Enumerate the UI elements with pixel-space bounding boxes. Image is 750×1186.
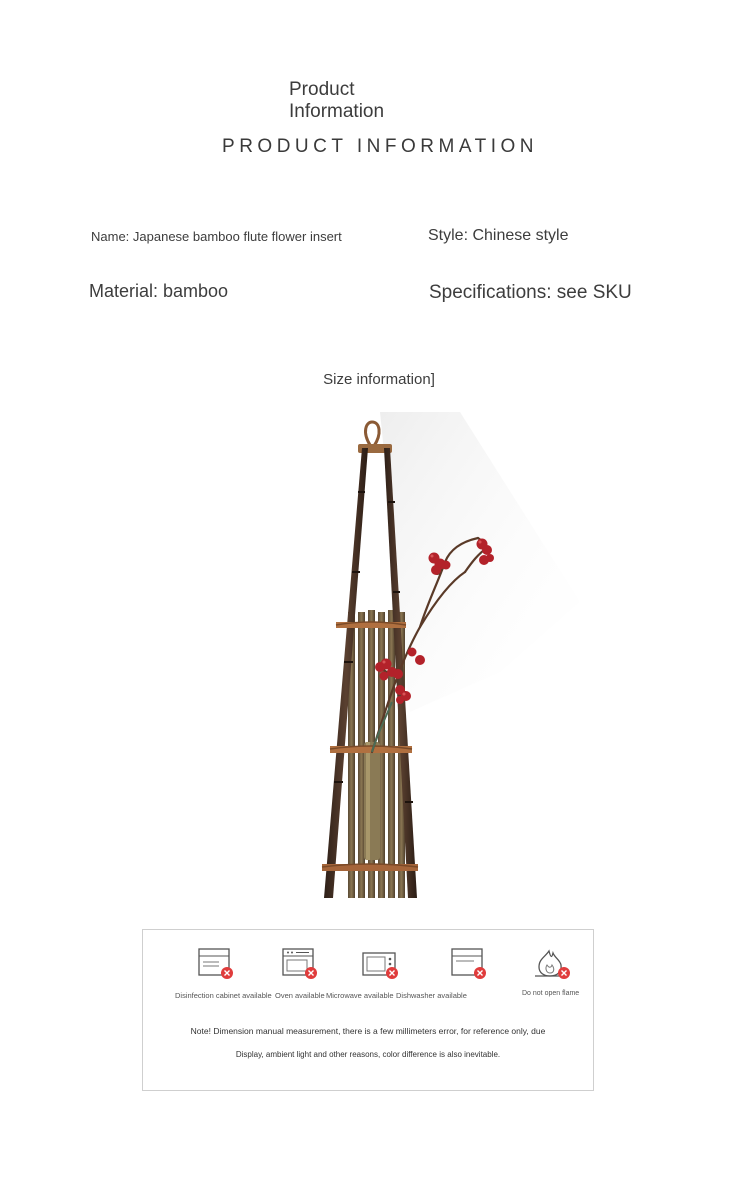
spec-style: Style: Chinese style <box>428 227 569 244</box>
oven-icon <box>281 947 321 981</box>
note-line-1: Note! Dimension manual measurement, there is a few millimeters error, for reference only, due <box>190 1026 546 1036</box>
care-label-dishwasher: Dishwasher available <box>396 991 467 1000</box>
microwave-icon <box>361 947 401 981</box>
product-image <box>300 412 590 904</box>
flame-icon <box>533 947 573 981</box>
care-label-microwave: Microwave available <box>326 991 394 1000</box>
bamboo-flower-insert-illustration <box>300 412 590 904</box>
page-subtitle: PRODUCT INFORMATION <box>222 136 538 157</box>
care-label-oven: Oven available <box>275 991 325 1000</box>
care-instructions-box <box>142 929 594 1091</box>
care-label-flame: Do not open flame <box>522 990 580 997</box>
note-line-2: Display, ambient light and other reasons, color difference is also inevitable. <box>235 1050 501 1059</box>
spec-specifications: Specifications: see SKU <box>429 282 632 303</box>
page-title <box>289 79 384 123</box>
size-info-title: Size information] <box>323 371 435 388</box>
care-label-disinfection: Disinfection cabinet available <box>175 991 272 1000</box>
spec-material: Material: bamboo <box>89 281 229 301</box>
page-title-line1: Product <box>289 79 355 100</box>
dishwasher-icon <box>450 947 490 981</box>
disinfection-cabinet-icon <box>197 947 237 981</box>
page-title-line2: Information <box>289 101 385 122</box>
spec-name: Name: Japanese bamboo flute flower insert <box>91 229 342 244</box>
